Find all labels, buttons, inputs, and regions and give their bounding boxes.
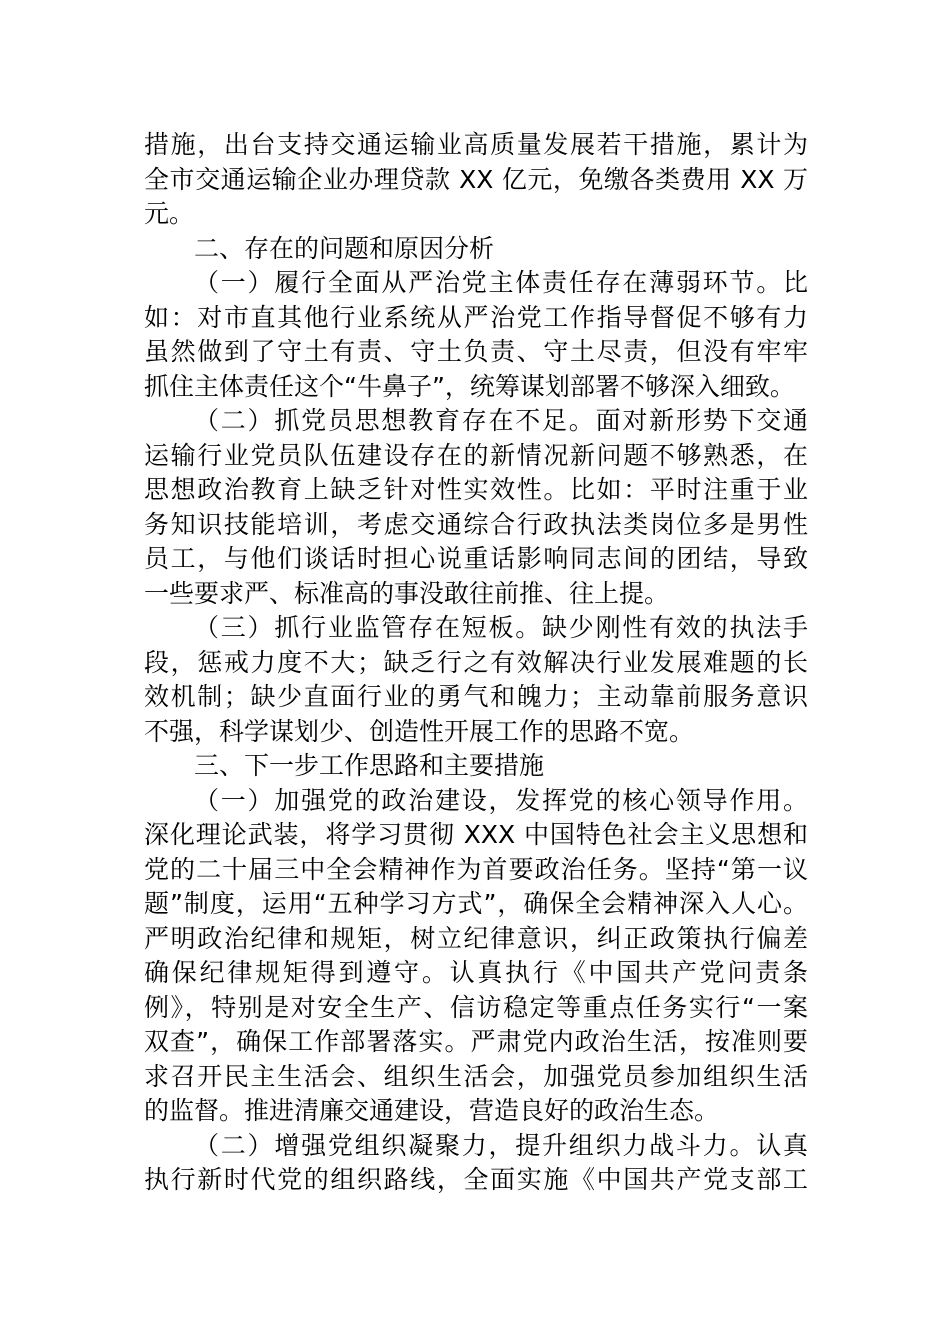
body-line: 执行新时代党的组织路线，全面实施《中国共产党支部工 [144, 1165, 808, 1194]
body-line: 不强，科学谋划少、创造性开展工作的思路不宽。 [144, 716, 695, 746]
body-line: 党的二十届三中全会精神作为首要政治任务。坚持“第一议 [144, 854, 808, 884]
body-line: 虽然做到了守土有责、守土负责、守土尽责，但没有牢牢 [144, 337, 808, 366]
body-line: 段，惩戒力度不大；缺乏行之有效解决行业发展难题的长 [144, 647, 808, 677]
body-line: 如：对市直其他行业系统从严治党工作指导督促不够有力 [144, 302, 808, 332]
body-line: 深化理论武装，将学习贯彻 XXX 中国特色社会主义思想和 [144, 820, 808, 849]
body-line: 思想政治教育上缺乏针对性实效性。比如：平时注重于业 [144, 475, 808, 504]
body-line: 例》，特别是对安全生产、信访稳定等重点任务实行“一案 [144, 992, 808, 1022]
body-line: 务知识技能培训，考虑交通综合行政执法类岗位多是男性 [144, 509, 808, 539]
body-line: 一些要求严、标准高的事没敢往前推、往上提。 [144, 578, 670, 608]
body-line: 抓住主体责任这个“牛鼻子”，统筹谋划部署不够深入细致。 [144, 371, 795, 401]
body-line: 严明政治纪律和规矩，树立纪律意识，纠正政策执行偏差 [144, 923, 808, 953]
body-line: 效机制；缺少直面行业的勇气和魄力；主动靠前服务意识 [144, 682, 808, 711]
body-line: 的监督。推进清廉交通建设，营造良好的政治生态。 [144, 1096, 720, 1125]
section-heading: 三、下一步工作思路和主要措施 [194, 751, 545, 780]
body-line: 措施，出台支持交通运输业高质量发展若干措施，累计为 [144, 130, 808, 159]
body-line: 确保纪律规矩得到遵守。认真执行《中国共产党问责条 [144, 958, 808, 987]
body-line: （一）加强党的政治建设，发挥党的核心领导作用。 [194, 785, 808, 815]
document-body [144, 128, 808, 1198]
body-line: 双查”，确保工作部署落实。严肃党内政治生活，按准则要 [144, 1027, 808, 1056]
body-line: 元。 [144, 199, 195, 228]
section-heading: 二、存在的问题和原因分析 [194, 233, 495, 263]
body-line: 求召开民主生活会、组织生活会，加强党员参加组织生活 [144, 1061, 808, 1091]
body-line: （二）增强党组织凝聚力，提升组织力战斗力。认真 [194, 1130, 808, 1160]
body-line: 题”制度，运用“五种学习方式”，确保全会精神深入人心。 [144, 889, 808, 918]
body-line: 全市交通运输企业办理贷款 XX 亿元，免缴各类费用 XX 万 [144, 164, 808, 194]
body-line: （一）履行全面从严治党主体责任存在薄弱环节。比 [194, 268, 808, 297]
body-line: （三）抓行业监管存在短板。缺少刚性有效的执法手 [194, 613, 808, 642]
body-line: 员工，与他们谈话时担心说重话影响同志间的团结，导致 [144, 544, 808, 573]
body-line: （二）抓党员思想教育存在不足。面对新形势下交通 [194, 406, 808, 435]
body-line: 运输行业党员队伍建设存在的新情况新问题不够熟悉，在 [144, 440, 808, 470]
